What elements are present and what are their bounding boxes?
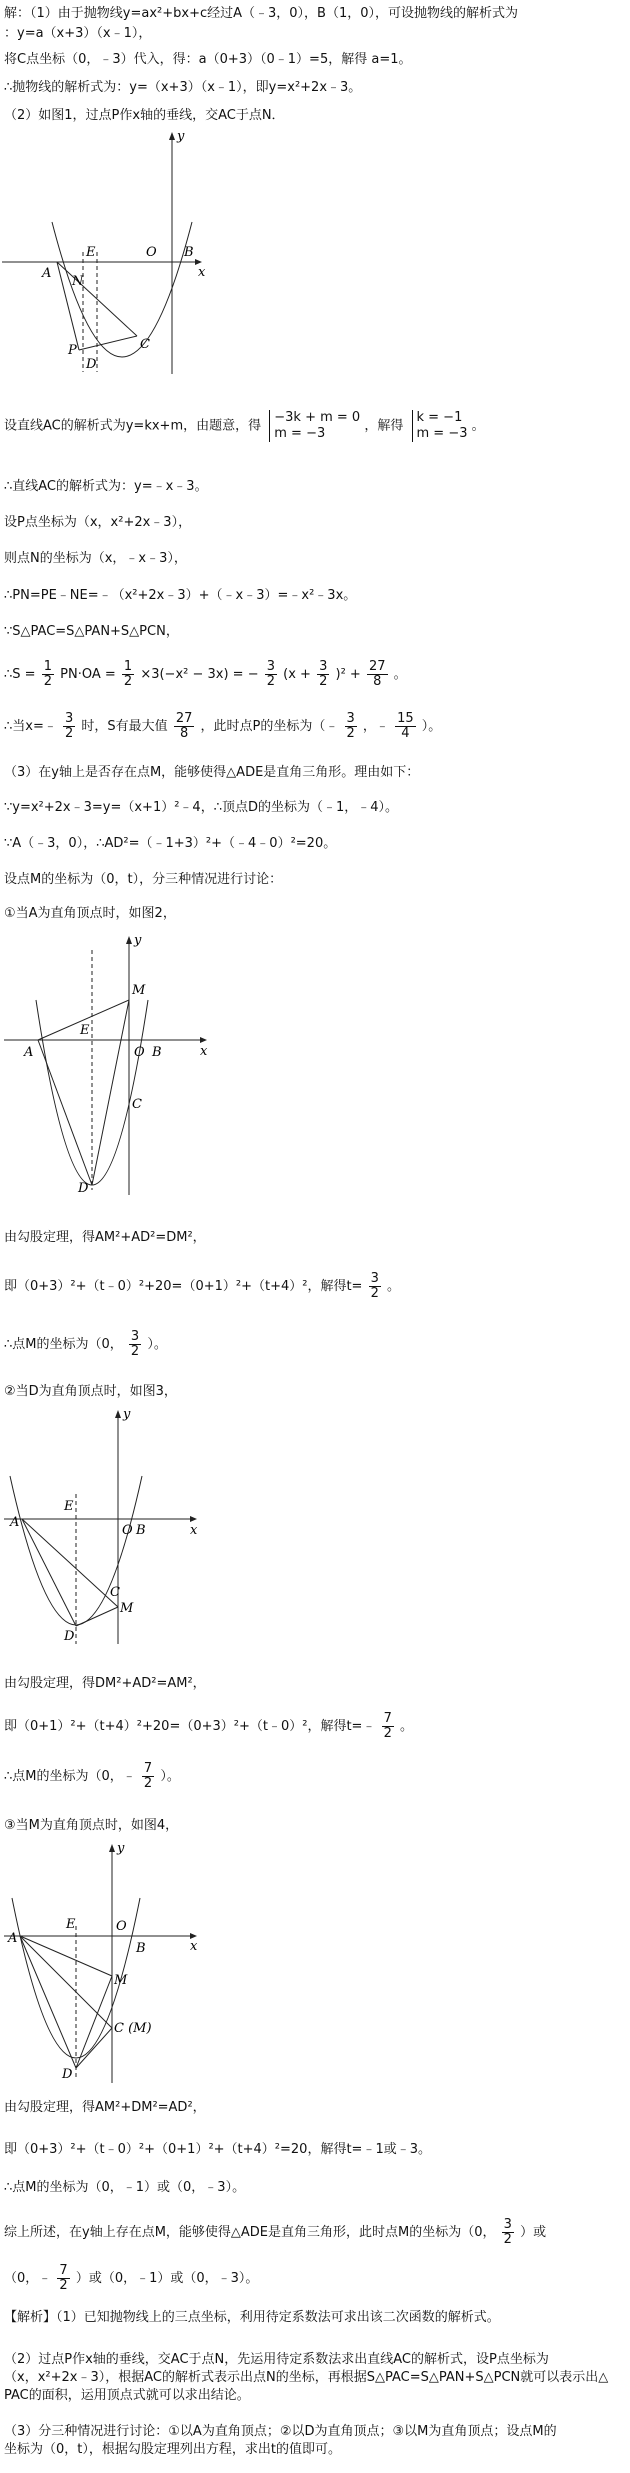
label-A: A: [24, 1045, 34, 1060]
label-E: E: [80, 1023, 90, 1038]
label-B: B: [184, 245, 194, 260]
label-y: y: [117, 1841, 125, 1856]
line-parabola: ∴抛物线的解析式为：y=（x+3）（x﹣1），即y=x²+2x﹣3。: [4, 80, 362, 95]
line-ac-result: ∴直线AC的解析式为：y=﹣x﹣3。: [4, 479, 208, 494]
figure-1: [0, 126, 210, 386]
line-AD: [22, 1519, 76, 1626]
line-area-formula: ∴S = $\frac{1}{2}$ PN·OA = $\frac{1}{2}$ ×3(−x² − 3x) = − $\frac{3}{2}$ (x + $\frac{3}{2}$ )² + $\frac{27}{8}$ 。: [4, 659, 407, 689]
line-AM2: [20, 1936, 112, 2028]
label-C: C: [110, 1585, 120, 1600]
label-M: M: [114, 1973, 128, 1988]
label-C: C: [132, 1097, 142, 1112]
line-part3: （3）在y轴上是否存在点M，能够使得△ADE是直角三角形。理由如下：: [4, 765, 420, 780]
label-B: B: [136, 1941, 146, 1956]
fraction-three-halves-2: $\frac{3}{2}$: [319, 659, 328, 689]
line-part2: （2）如图1，过点P作x轴的垂线，交AC于点N．: [4, 108, 285, 123]
line-max: ∴当x=﹣ $\frac{3}{2}$ 时，S有最大值 $\frac{27}{8}$ ，此时点P的坐标为（﹣ $\frac{3}{2}$ ，﹣ $\frac{15}{4}$ ）。: [4, 711, 442, 741]
line-case3-eq: 即（0+3）²+（t﹣0）²+（0+1）²+（t+4）²=20，解得t=﹣1或﹣3。: [4, 2142, 431, 2157]
label-x: x: [200, 1044, 208, 1059]
label-D: D: [64, 1629, 75, 1644]
label-D: D: [86, 357, 97, 372]
system-given: −3k + m = 0 m = −3: [269, 410, 360, 442]
line-AM: [22, 1519, 118, 1607]
label-A: A: [10, 1515, 20, 1530]
label-y: y: [134, 933, 142, 948]
figure-4: [0, 1838, 200, 2088]
line-AM1: [20, 1936, 112, 1976]
label-B: B: [136, 1523, 146, 1538]
label-C: C: [140, 337, 150, 352]
label-A: A: [8, 1931, 18, 1946]
line-AD: [38, 1040, 92, 1185]
analysis-2b: （x，x²+2x﹣3），根据AC的解析式表示出点N的坐标，再根据S△PAC=S△PAN+S△PCN就可以表示出△: [4, 2370, 609, 2385]
line-PC: [79, 336, 137, 350]
label-B: B: [152, 1045, 162, 1060]
label-x: x: [190, 1939, 198, 1954]
analysis-1: 【解析】（1）已知抛物线上的三点坐标，利用待定系数法可求出该二次函数的解析式。: [4, 2310, 500, 2325]
analysis-3b: 坐标为（0，t），根据勾股定理列出方程，求出t的值即可。: [4, 2442, 341, 2457]
line-case3-pythag: 由勾股定理，得AM²+DM²=AD²，: [4, 2100, 206, 2115]
x-axis-arrow: [190, 1516, 197, 1522]
label-O: O: [116, 1919, 127, 1934]
line-ac-system: 设直线AC的解析式为y=kx+m，由题意，得 −3k + m = 0 m = −3 ，解得 k = −1 m = −3 。: [4, 410, 485, 441]
line-AD: [20, 1936, 76, 2068]
y-axis-arrow: [109, 1844, 115, 1852]
fraction-three-halves: $\frac{3}{2}$: [266, 659, 276, 689]
y-axis-arrow: [169, 132, 175, 140]
label-y: y: [177, 129, 185, 144]
label-x: x: [190, 1523, 198, 1538]
y-axis-arrow: [126, 936, 132, 944]
fraction-half-2: $\frac{1}{2}$: [123, 659, 133, 689]
label-A: A: [42, 266, 52, 281]
line-pn: ∴PN=PE﹣NE=﹣（x²+2x﹣3）+（﹣x﹣3）=﹣x²﹣3x。: [4, 588, 357, 603]
analysis-2a: （2）过点P作x轴的垂线，交AC于点N，先运用待定系数法求出直线AC的解析式，设P点坐标为: [4, 2352, 549, 2367]
label-y: y: [123, 1407, 131, 1422]
line-case2-pythag: 由勾股定理，得DM²+AD²=AM²，: [4, 1676, 206, 1691]
label-E: E: [86, 245, 96, 260]
line-area-sum: ∵S△PAC=S△PAN+S△PCN，: [4, 624, 179, 639]
y-axis-arrow: [115, 1410, 121, 1418]
line-case3-result: ∴点M的坐标为（0，﹣1）或（0，﹣3）。: [4, 2180, 246, 2195]
line-form: ：y=a（x+3）（x﹣1），: [4, 26, 152, 41]
line-vertex: ∵y=x²+2x﹣3=y=（x+1）²﹣4，∴顶点D的坐标为（﹣1，﹣4）。: [4, 800, 399, 815]
label-O: O: [146, 245, 157, 260]
label-D: D: [78, 1181, 89, 1196]
analysis-2c: PAC的面积，运用顶点式就可以求出结论。: [4, 2388, 250, 2403]
system-solution: k = −1 m = −3: [412, 410, 468, 442]
x-axis-arrow: [200, 1037, 207, 1043]
line-case1-eq: 即（0+3）²+（t﹣0）²+20=（0+1）²+（t+4）²，解得t= $\frac{3}{2}$ 。: [4, 1271, 401, 1301]
label-x: x: [198, 265, 206, 280]
line-case1: ①当A为直角顶点时，如图2，: [4, 906, 176, 921]
line-substitute: 将C点坐标（0，﹣3）代入，得：a（0+3）（0﹣1）=5，解得 a=1。: [4, 52, 412, 67]
line-p-coord: 设P点坐标为（x，x²+2x﹣3），: [4, 515, 192, 530]
line-case1-pythag: 由勾股定理，得AM²+AD²=DM²，: [4, 1230, 206, 1245]
line-case2-eq: 即（0+1）²+（t+4）²+20=（0+3）²+（t﹣0）²，解得t=﹣ $\frac{7}{2}$ 。: [4, 1711, 414, 1741]
line-case1-result: ∴点M的坐标为（0， $\frac{3}{2}$ ）。: [4, 1329, 167, 1359]
label-E: E: [64, 1499, 74, 1514]
label-M: M: [120, 1601, 134, 1616]
line-case2-result: ∴点M的坐标为（0，﹣ $\frac{7}{2}$ ）。: [4, 1761, 180, 1791]
figure-2: [0, 930, 210, 1200]
line-ad: ∵A（﹣3，0），∴AD²=（﹣1+3）²+（﹣4﹣0）²=20。: [4, 836, 337, 851]
line-m-coord: 设点M的坐标为（0，t），分三种情况进行讨论：: [4, 872, 283, 887]
label-C-M: C (M): [114, 2021, 152, 2036]
label-D: D: [62, 2067, 73, 2082]
line-DM: [92, 1000, 129, 1185]
label-E: E: [66, 1917, 76, 1932]
line-summary-2: （0，﹣ $\frac{7}{2}$ ）或（0，﹣1）或（0，﹣3）。: [4, 2263, 259, 2293]
line-DM2: [76, 2028, 112, 2068]
line-n-coord: 则点N的坐标为（x，﹣x﹣3），: [4, 551, 187, 566]
label-O: O: [122, 1523, 133, 1538]
analysis-3a: （3）分三种情况进行讨论：①以A为直角顶点；②以D为直角顶点；③以M为直角顶点；设点M的: [4, 2424, 557, 2439]
label-N: N: [72, 274, 84, 289]
line-case3: ③当M为直角顶点时，如图4，: [4, 1818, 179, 1833]
figure-3: [0, 1404, 200, 1654]
line-summary-1: 综上所述，在y轴上存在点M，能够使得△ADE是直角三角形，此时点M的坐标为（0， $\frac{3}{2}$ ）或: [4, 2217, 547, 2247]
label-M: M: [132, 983, 146, 998]
fraction-half: $\frac{1}{2}$: [43, 659, 52, 689]
label-O: O: [134, 1045, 145, 1060]
label-P: P: [68, 343, 77, 358]
line-part1: 解：（1）由于抛物线y=ax²+bx+c经过A（﹣3，0），B（1，0），可设抛物线的解析式为: [4, 6, 519, 21]
line-case2: ②当D为直角顶点时，如图3，: [4, 1384, 177, 1399]
parabola: [52, 222, 192, 357]
fraction-27-8: $\frac{27}{8}$: [368, 659, 386, 689]
